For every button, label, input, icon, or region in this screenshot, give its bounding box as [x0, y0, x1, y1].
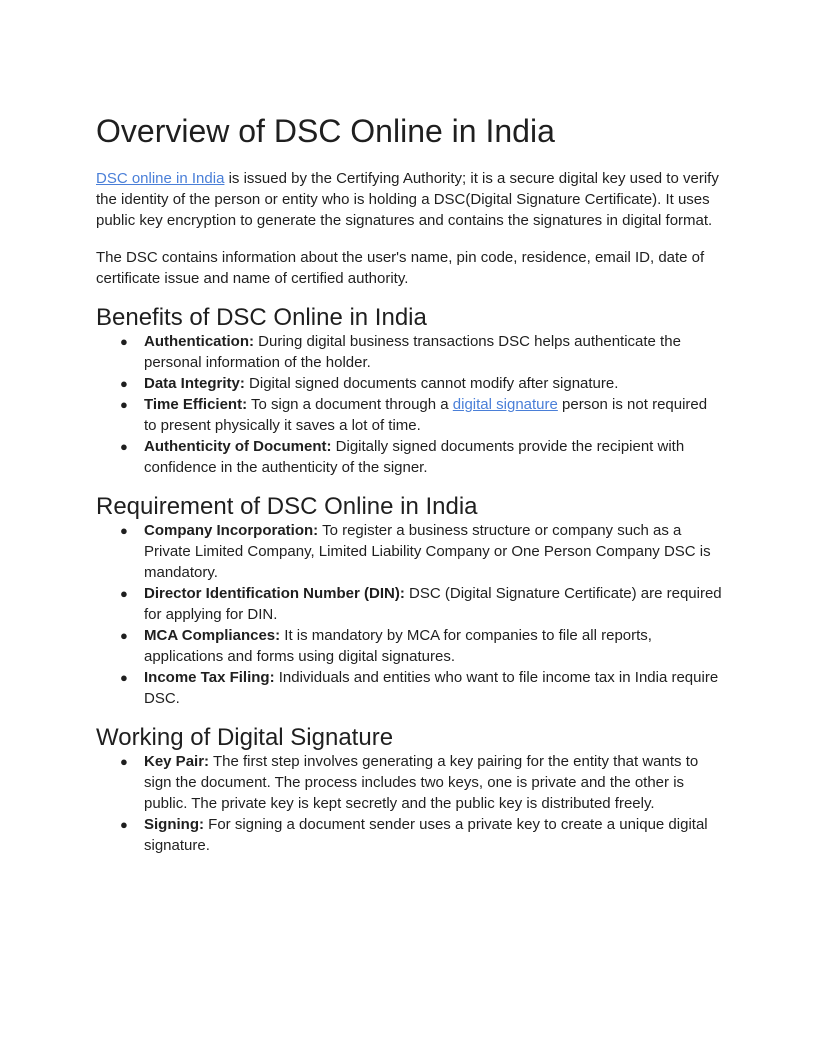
- benefits-list: [96, 331, 722, 478]
- item-label: Income Tax Filing:: [144, 669, 275, 686]
- item-label: Company Incorporation:: [144, 522, 319, 539]
- bullet-icon: ●: [120, 628, 128, 643]
- item-text: person is not required to present physically it saves a lot of time.: [144, 396, 708, 434]
- bullet-icon: ●: [120, 670, 128, 685]
- list-item: [96, 625, 722, 667]
- info-paragraph: The DSC contains information about the user's name, pin code, residence, email ID, date of certificate issue and name of certified authority.: [96, 249, 705, 287]
- list-item: [96, 751, 722, 814]
- digital-signature-link[interactable]: digital signature: [452, 396, 558, 413]
- list-item: [96, 331, 722, 373]
- bullet-icon: ●: [120, 334, 128, 349]
- intro-paragraph: [96, 168, 722, 231]
- item-label: Data Integrity:: [144, 375, 245, 392]
- item-text: DSC (Digital Signature Certificate) are required for applying for DIN.: [144, 585, 722, 623]
- list-item: [96, 583, 722, 625]
- item-label: Authenticity of Document:: [144, 438, 332, 455]
- list-item: [96, 814, 722, 856]
- item-text: To sign a document through a: [247, 396, 453, 413]
- item-text: To register a business structure or company such as a Private Limited Company, Limited Liability Company or One Person Company DSC is mandatory.: [144, 522, 711, 581]
- list-item: [96, 667, 722, 709]
- item-label: Key Pair:: [144, 753, 210, 770]
- item-text: Individuals and entities who want to file income tax in India require DSC.: [144, 669, 719, 707]
- list-item: [96, 373, 722, 394]
- item-text: For signing a document sender uses a private key to create a unique digital signature.: [144, 816, 708, 854]
- item-text: The first step involves generating a key pairing for the entity that wants to sign the document. The process includes two keys, one is private and the other is public. The private key is kept secretly and the public key is distributed freely.: [144, 753, 699, 812]
- benefits-heading: Benefits of DSC Online in India: [96, 304, 427, 331]
- bullet-icon: ●: [120, 586, 128, 601]
- intro-text: is issued by the Certifying Authority; it is a secure digital key used to verify the identity of the person or entity who is holding a DSC(Digital Signature Certificate). It uses public key encryption to generate the signatures and contains the signatures in digital format.: [96, 170, 719, 229]
- page-title: Overview of DSC Online in India: [96, 113, 555, 149]
- item-label: MCA Compliances:: [144, 627, 281, 644]
- bullet-icon: ●: [120, 397, 128, 412]
- list-item: [96, 436, 722, 478]
- item-label: Director Identification Number (DIN):: [144, 585, 405, 602]
- bullet-icon: ●: [120, 376, 128, 391]
- list-item: [96, 520, 722, 583]
- requirements-heading: Requirement of DSC Online in India: [96, 493, 478, 520]
- dsc-online-link[interactable]: DSC online in India: [96, 170, 225, 187]
- item-text: During digital business transactions DSC helps authenticate the personal information of the holder.: [144, 333, 681, 371]
- item-text: Digital signed documents cannot modify after signature.: [244, 375, 619, 392]
- item-label: Authentication:: [144, 333, 254, 350]
- list-item: [96, 394, 722, 436]
- item-text: It is mandatory by MCA for companies to file all reports, applications and forms using digital signatures.: [144, 627, 652, 665]
- working-list: [96, 751, 722, 856]
- working-heading: Working of Digital Signature: [96, 724, 394, 751]
- bullet-icon: ●: [120, 439, 128, 454]
- item-text: Digitally signed documents provide the recipient with confidence in the authenticity of the signer.: [144, 438, 685, 476]
- item-label: Time Efficient:: [144, 396, 248, 413]
- document-page: [96, 107, 722, 872]
- bullet-icon: ●: [120, 817, 128, 832]
- bullet-icon: ●: [120, 754, 128, 769]
- bullet-icon: ●: [120, 523, 128, 538]
- item-label: Signing:: [144, 816, 204, 833]
- requirements-list: [96, 520, 722, 709]
